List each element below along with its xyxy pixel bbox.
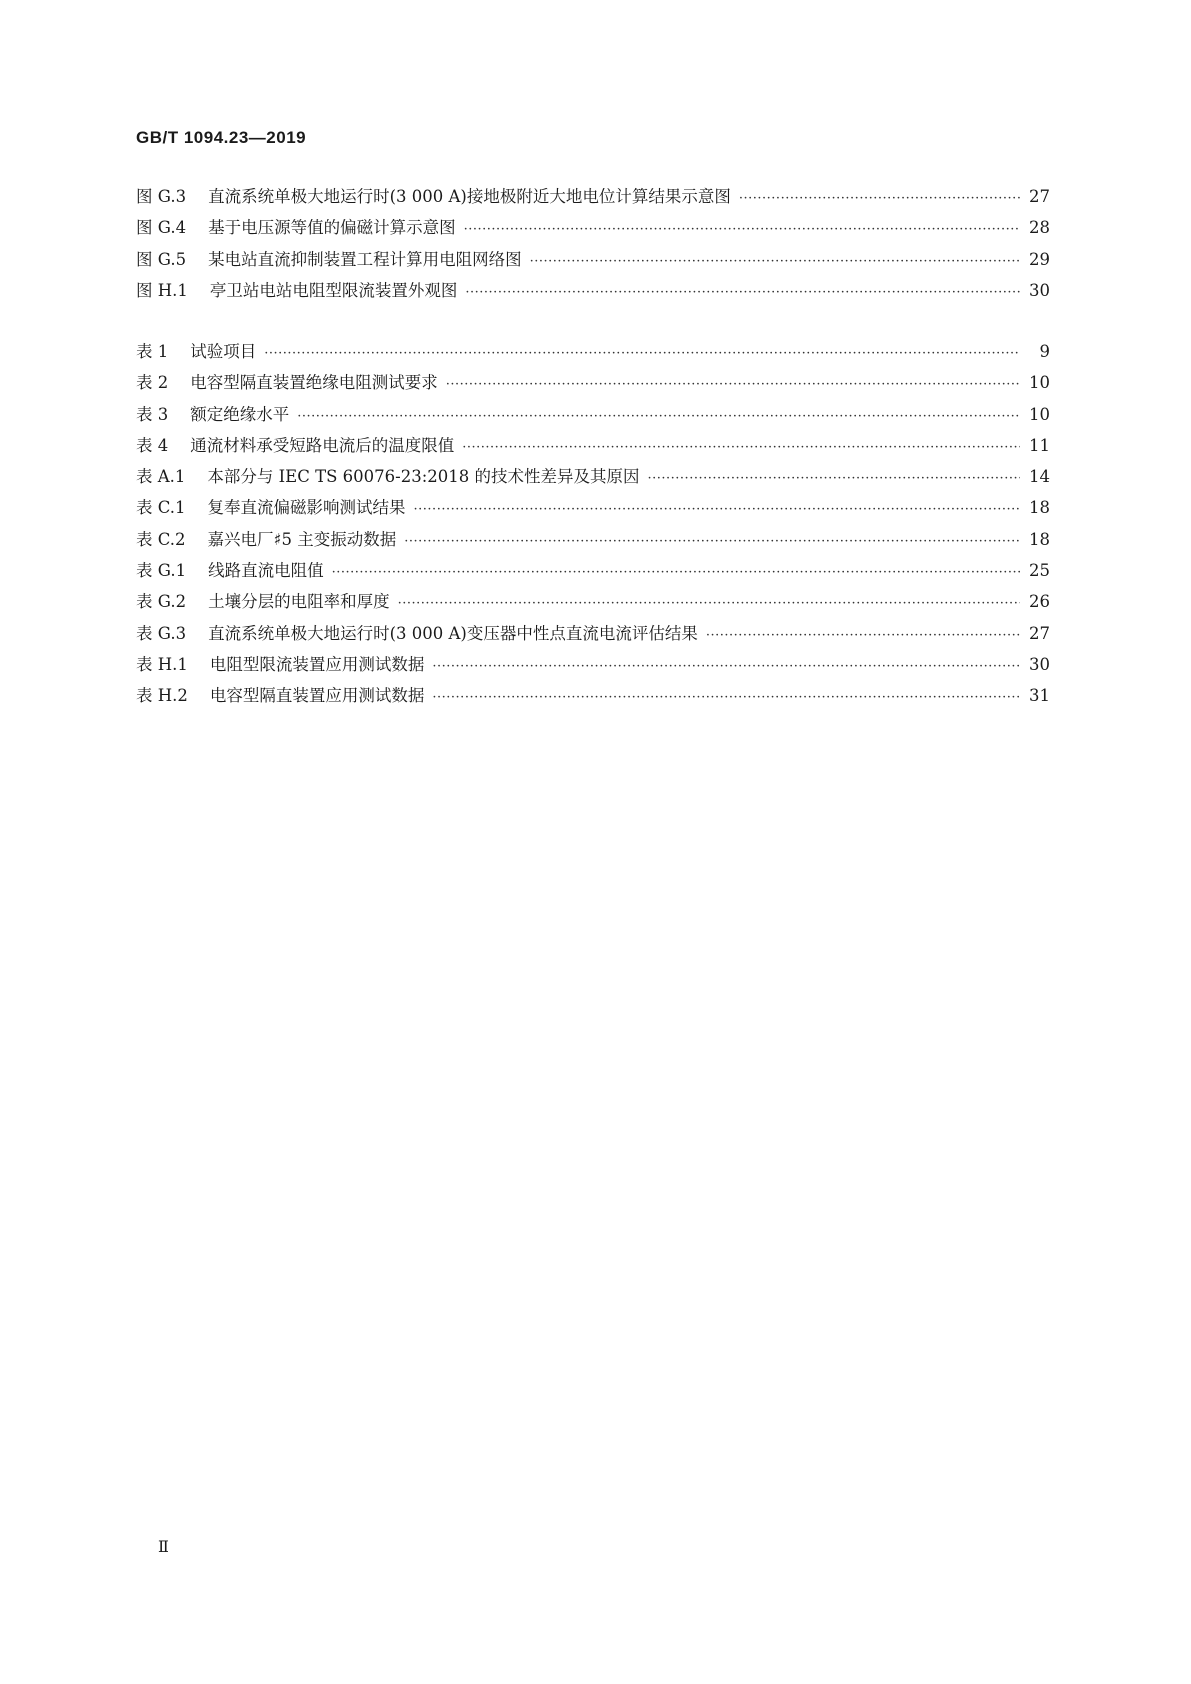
toc-entry-table[interactable] (136, 524, 1050, 555)
table-list (136, 336, 1050, 712)
dot-leader (297, 401, 1020, 432)
entry-title: 试验项目 (190, 342, 257, 361)
entry-title: 电容型隔直装置绝缘电阻测试要求 (190, 373, 438, 393)
entry-page-number: 29 (1029, 249, 1050, 269)
entry-title: 嘉兴电厂♯5 主变振动数据 (207, 529, 397, 549)
dot-leader (465, 277, 1020, 308)
toc-entry-figure[interactable] (136, 275, 1050, 306)
entry-label: 表 G.1 (136, 561, 187, 581)
standard-code-header: GB/T 1094.23—2019 (136, 128, 307, 147)
entry-page-number: 27 (1029, 187, 1050, 206)
entry-label: 表 G.2 (136, 592, 187, 612)
entry-label: 表 C.2 (136, 529, 186, 549)
dot-leader (464, 214, 1020, 245)
entry-title: 基于电压源等值的偏磁计算示意图 (208, 218, 456, 238)
entry-label: 表 2 (136, 373, 169, 393)
entry-page-number: 18 (1029, 498, 1050, 518)
toc-entry-figure[interactable] (136, 244, 1050, 275)
entry-label: 表 3 (136, 404, 169, 424)
entry-label: 表 1 (136, 342, 169, 361)
dot-leader (706, 620, 1020, 651)
entry-page-number: 10 (1029, 404, 1050, 424)
toc-entry-table[interactable] (136, 336, 1050, 367)
page-number-footer: Ⅱ (158, 1537, 169, 1556)
entry-label: 表 4 (136, 435, 169, 455)
toc-entry-table[interactable] (136, 649, 1050, 680)
entry-label: 表 G.3 (136, 623, 187, 643)
dot-leader (446, 369, 1020, 400)
toc-entry-table[interactable] (136, 680, 1050, 711)
figure-list (136, 181, 1050, 306)
entry-label: 表 H.1 (136, 654, 188, 674)
toc-entry-table[interactable] (136, 618, 1050, 649)
entry-title: 额定绝缘水平 (190, 404, 290, 424)
entry-label: 图 H.1 (136, 280, 188, 300)
entry-label: 表 H.2 (136, 686, 188, 706)
entry-label: 图 G.3 (136, 187, 187, 206)
entry-page-number: 28 (1029, 218, 1050, 238)
entry-title: 线路直流电阻值 (208, 561, 324, 581)
toc-entry-table[interactable] (136, 555, 1050, 586)
entry-label: 表 C.1 (136, 498, 186, 518)
toc-entry-table[interactable] (136, 586, 1050, 617)
entry-page-number: 9 (1039, 342, 1050, 361)
entry-page-number: 30 (1029, 280, 1050, 300)
entry-page-number: 18 (1029, 529, 1050, 549)
entry-label: 图 G.5 (136, 249, 187, 269)
dot-leader (332, 557, 1020, 588)
entry-label: 图 G.4 (136, 218, 187, 238)
entry-title: 土壤分层的电阻率和厚度 (208, 592, 390, 612)
entry-title: 电阻型限流装置应用测试数据 (209, 654, 425, 674)
toc-entry-table[interactable] (136, 492, 1050, 523)
entry-title: 复奉直流偏磁影响测试结果 (207, 498, 406, 518)
dot-leader (264, 338, 1020, 369)
entry-label: 表 A.1 (136, 467, 186, 487)
toc-entry-table[interactable] (136, 367, 1050, 398)
toc-entry-table[interactable] (136, 430, 1050, 461)
entry-title: 亭卫站电站电阻型限流装置外观图 (209, 280, 458, 300)
entry-title: 直流系统单极大地运行时(3 000 A)变压器中性点直流电流评估结果 (208, 623, 698, 643)
dot-leader (530, 246, 1020, 277)
toc-entry-table[interactable] (136, 399, 1050, 430)
entry-page-number: 14 (1029, 467, 1050, 487)
entry-page-number: 25 (1029, 561, 1050, 581)
entry-page-number: 26 (1029, 592, 1050, 612)
dot-leader (648, 463, 1021, 494)
entry-title: 某电站直流抑制装置工程计算用电阻网络图 (208, 249, 522, 269)
dot-leader (414, 494, 1020, 525)
toc-entry-table[interactable] (136, 461, 1050, 492)
dot-leader (398, 588, 1020, 619)
entry-page-number: 27 (1029, 623, 1050, 643)
entry-title: 电容型隔直装置应用测试数据 (209, 686, 425, 706)
entry-title: 通流材料承受短路电流后的温度限值 (190, 435, 455, 455)
dot-leader (739, 183, 1020, 214)
entry-title: 本部分与 IEC TS 60076-23:2018 的技术性差异及其原因 (207, 467, 640, 487)
dot-leader (432, 682, 1020, 713)
dot-leader (404, 526, 1020, 557)
dot-leader (432, 651, 1020, 682)
dot-leader (462, 432, 1020, 463)
entry-page-number: 30 (1029, 654, 1050, 674)
entry-title: 直流系统单极大地运行时(3 000 A)接地极附近大地电位计算结果示意图 (208, 187, 731, 206)
toc-entry-figure[interactable] (136, 181, 1050, 212)
entry-page-number: 11 (1029, 435, 1050, 455)
entry-page-number: 31 (1029, 686, 1050, 706)
entry-page-number: 10 (1029, 373, 1050, 393)
toc-entry-figure[interactable] (136, 212, 1050, 243)
